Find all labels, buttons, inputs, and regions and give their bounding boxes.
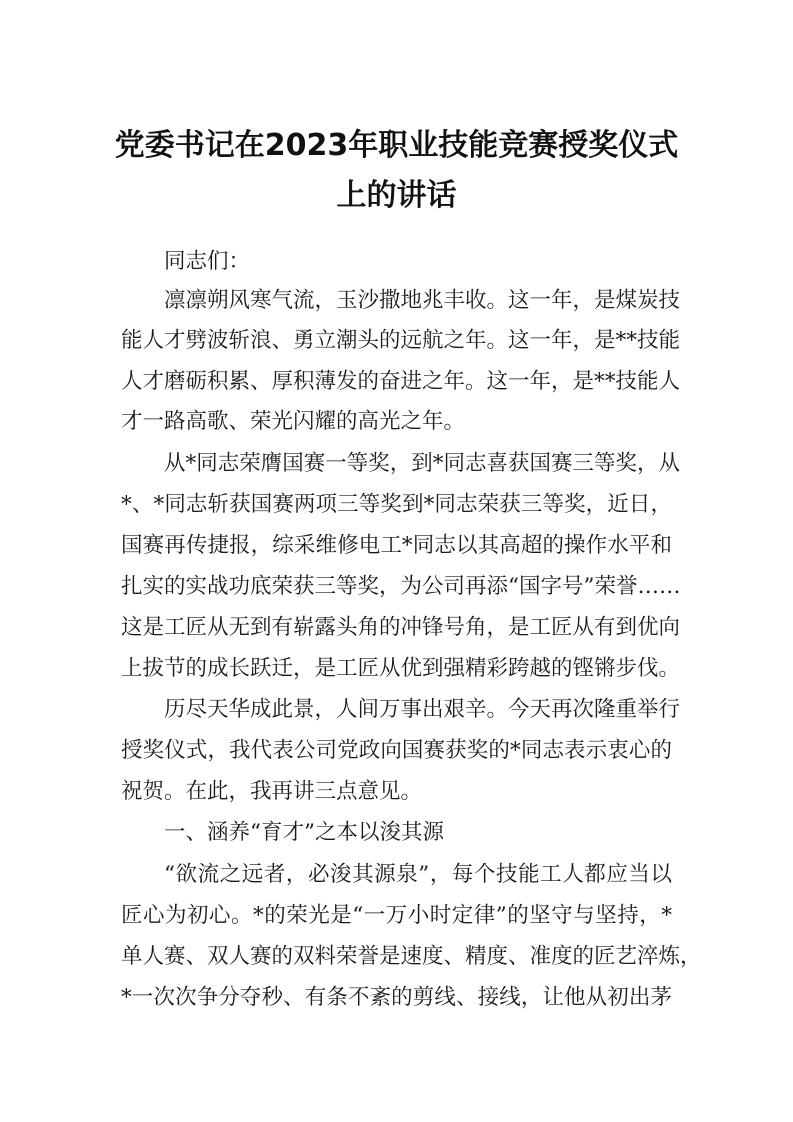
body-line: 才一路高歌、荣光闪耀的高光之年。 — [121, 409, 466, 434]
body-line: 授奖仪式，我代表公司党政向国赛获奖的*同志表示衷心的 — [121, 738, 672, 763]
body-line: “欲流之远者，必浚其源泉”，每个技能工人都应当以 — [164, 862, 672, 887]
body-line: 国赛再传捷报，综采维修电工*同志以其高超的操作水平和 — [121, 533, 672, 558]
body-line: *、*同志斩获国赛两项三等奖到*同志荣获三等奖，近日， — [121, 492, 672, 517]
body-line: 从*同志荣膺国赛一等奖，到*同志喜获国赛三等奖，从 — [164, 451, 681, 476]
body-line: 扎实的实战功底荣获三等奖，为公司再添“国字号”荣誉…… — [121, 574, 681, 599]
body-line: 祝贺。在此，我再讲三点意见。 — [121, 779, 423, 804]
body-line: 人才磨砺积累、厚积薄发的奋进之年。这一年，是**技能人 — [121, 369, 681, 394]
body-line: 凛凛朔风寒气流，玉沙撒地兆丰收。这一年，是煤炭技 — [164, 288, 681, 313]
body-line: *一次次争分夺秒、有条不紊的剪线、接线，让他从初出茅 — [121, 985, 672, 1010]
body-line: 匠心为初心。*的荣光是“一万小时定律”的坚守与坚持，* — [121, 903, 672, 928]
document-title-line-2: 上的讲话 — [336, 178, 457, 213]
document-title-line-1: 党委书记在2023年职业技能竞赛授奖仪式 — [114, 128, 679, 163]
body-line: 单人赛、双人赛的双料荣誉是速度、精度、准度的匠艺淬炼， — [121, 944, 702, 969]
salutation: 同志们： — [164, 249, 251, 274]
section-heading: 一、涵养“育才”之本以浚其源 — [164, 820, 444, 845]
body-line: 历尽天华成此景，人间万事出艰辛。今天再次隆重举行 — [164, 697, 681, 722]
body-line: 上拔节的成长跃迁，是工匠从优到强精彩跨越的铿锵步伐。 — [121, 656, 681, 681]
body-line: 这是工匠从无到有崭露头角的冲锋号角，是工匠从有到优向 — [121, 615, 681, 640]
body-line: 能人才劈波斩浪、勇立潮头的远航之年。这一年，是**技能 — [121, 328, 681, 353]
